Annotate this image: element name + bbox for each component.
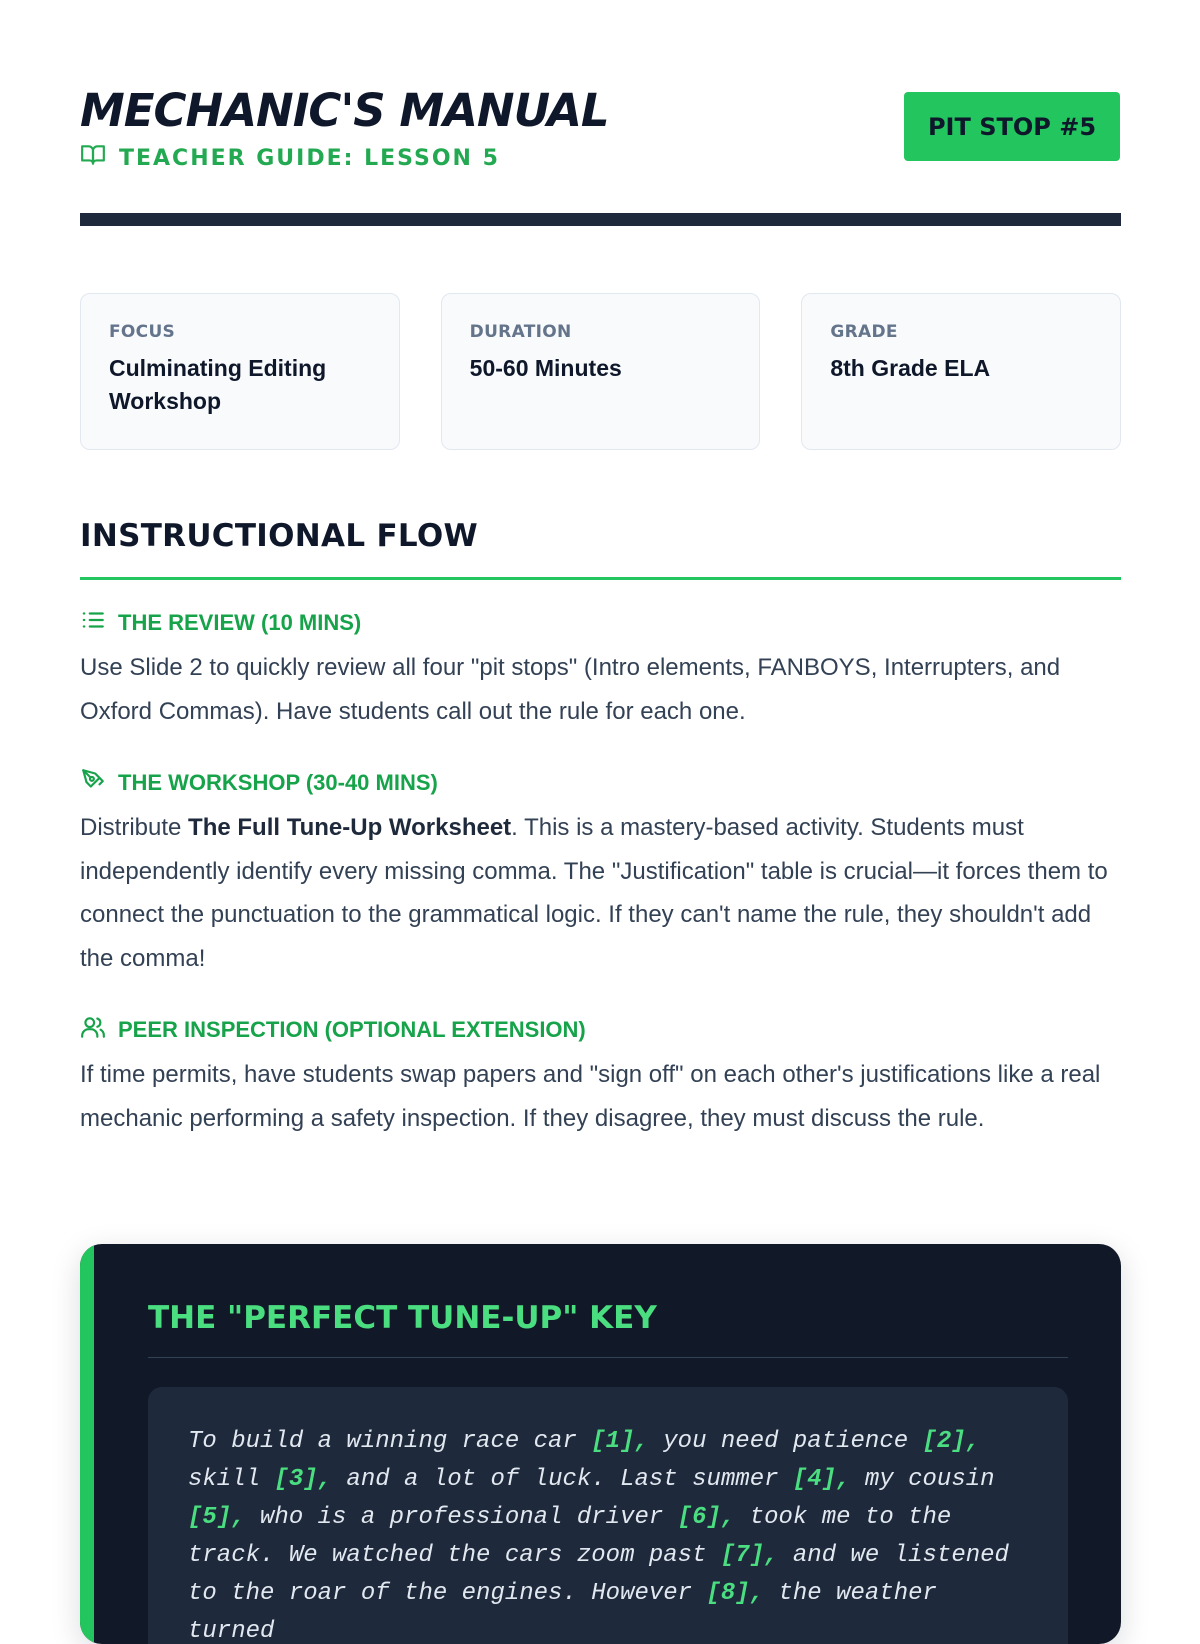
edit-pen-icon <box>80 767 106 799</box>
step-heading-text: THE WORKSHOP (30-40 MINS) <box>118 770 438 795</box>
header-divider <box>80 213 1121 226</box>
card-label: DURATION <box>469 322 572 342</box>
step-heading <box>80 608 1121 638</box>
page-title: MECHANIC'S MANUAL <box>80 84 609 137</box>
body-text: . This is a mastery-based activity. Students must independently identify every missing comma. The "Justification" table is crucial—it forces them to connect the punctuation to the grammatical logic. If they can't name the rule, they shouldn't add the comma! <box>80 814 1108 972</box>
step-body <box>80 806 1121 980</box>
body-text: Distribute <box>80 814 189 841</box>
passage-text: and a lot of luck. Last summer <box>332 1466 793 1493</box>
section-divider <box>80 577 1121 580</box>
passage-text: my cousin <box>850 1466 995 1493</box>
step-body: If time permits, have students swap papers and "sign off" on each other's justifications like a real mechanic performing a safety inspection. If they disagree, they must discuss the rule. <box>80 1061 1101 1132</box>
pit-stop-badge[interactable]: PIT STOP #5 <box>904 92 1120 161</box>
step-heading-text: PEER INSPECTION (OPTIONAL EXTENSION) <box>118 1017 586 1042</box>
page-header <box>80 80 1120 180</box>
info-card-grade <box>801 293 1121 450</box>
key-accent-bar <box>80 1244 94 1644</box>
step-workshop <box>80 768 1121 980</box>
section-title: INSTRUCTIONAL FLOW <box>80 518 479 554</box>
step-body: Use Slide 2 to quickly review all four "pit stops" (Intro elements, FANBOYS, Interrupters, and Oxford Commas). Have students call out the rule for each one. <box>80 654 1061 725</box>
card-value: 8th Grade ELA <box>830 355 991 381</box>
key-passage <box>188 1423 1028 1644</box>
comma-marker: [3], <box>274 1466 333 1493</box>
key-divider <box>148 1357 1068 1358</box>
comma-marker: [1], <box>591 1428 649 1455</box>
comma-marker: [8], <box>706 1580 765 1607</box>
card-label: FOCUS <box>109 322 176 342</box>
worksheet-name: The Full Tune-Up Worksheet <box>188 814 512 841</box>
subtitle-text: TEACHER GUIDE: LESSON 5 <box>119 145 500 171</box>
comma-marker: [2], <box>922 1428 981 1455</box>
comma-marker: [4], <box>792 1466 851 1493</box>
info-cards <box>80 293 1121 450</box>
passage-text: skill <box>188 1466 275 1493</box>
passage-text: and we listened to the roar of the engines. However <box>188 1542 1009 1607</box>
step-peer-inspection <box>80 1015 1121 1140</box>
passage-text: took me to the track. We watched the cars zoom past <box>188 1504 952 1569</box>
comma-marker: [5], <box>188 1504 246 1531</box>
passage-text: the weather turned <box>188 1580 937 1644</box>
card-label: GRADE <box>830 322 898 342</box>
step-heading <box>80 768 1121 798</box>
step-review <box>80 608 1121 733</box>
passage-text: who is a professional driver <box>245 1504 678 1531</box>
key-title: THE "PERFECT TUNE-UP" KEY <box>148 1300 657 1336</box>
info-card-focus <box>80 293 400 450</box>
card-value: Culminating Editing Workshop <box>109 355 327 414</box>
passage-text: To build a winning race car <box>188 1428 592 1455</box>
comma-marker: [7], <box>720 1542 779 1569</box>
book-icon <box>80 142 106 174</box>
people-icon <box>80 1014 106 1046</box>
comma-marker: [6], <box>677 1504 736 1531</box>
page-subtitle <box>80 144 500 172</box>
info-card-duration <box>441 293 761 450</box>
list-icon <box>80 607 106 639</box>
step-heading <box>80 1015 1121 1045</box>
key-passage-box <box>148 1387 1068 1644</box>
card-value: 50-60 Minutes <box>469 355 622 381</box>
answer-key-panel <box>80 1244 1121 1644</box>
passage-text: you need patience <box>648 1428 923 1455</box>
step-heading-text: THE REVIEW (10 MINS) <box>118 610 362 635</box>
